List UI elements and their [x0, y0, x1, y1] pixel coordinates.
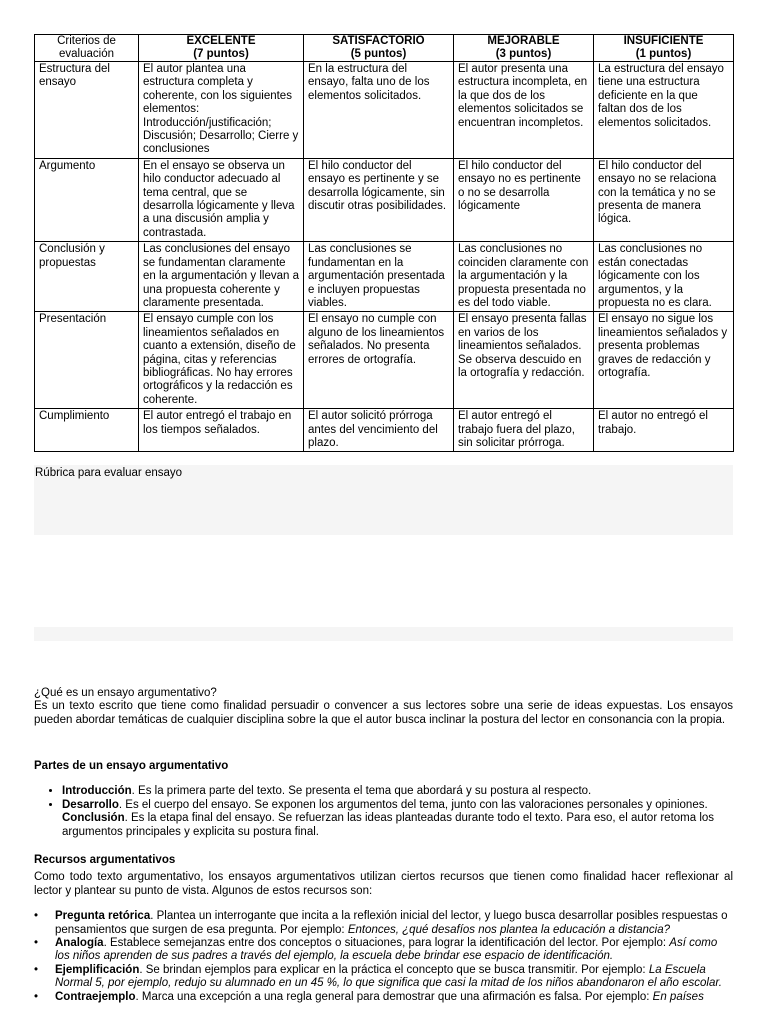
intro-question: ¿Qué es un ensayo argumentativo? [34, 687, 217, 699]
list-item-text: . Se brindan ejemplos para explicar en la práctica el concepto que se busca transmitir. Por ejemplo: [139, 963, 649, 976]
list-item-example: Entonces, ¿qué desafíos nos plantea la educación a distancia? [347, 923, 671, 936]
list-item-term: Pregunta retórica [55, 910, 151, 923]
list-item-term: Desarrollo [62, 798, 119, 811]
table-cell: El ensayo cumple con los lineamientos señalados en cuanto a extensión, diseño de página, citas y referencias bibliográficas. No hay errores ortográficos y la redacción es coherente. [139, 312, 304, 409]
header-criteria: Criterios de evaluación [35, 35, 139, 62]
list-item-term: Ejemplificación [55, 963, 140, 976]
header-excelente: EXCELENTE (7 puntos) [139, 35, 304, 62]
list-item-term: Conclusión [62, 812, 125, 825]
table-cell: El hilo conductor del ensayo no es pertinente o no se desarrolla lógicamente [454, 158, 594, 241]
table-row [35, 409, 734, 452]
table-row [35, 62, 734, 159]
intro-section [34, 687, 733, 727]
table-cell: El autor presenta una estructura incompleta, en la que dos de los elementos solicitados se encuentran incompletos. [454, 62, 594, 159]
list-item-term: Analogía [55, 937, 104, 950]
rubric-table [34, 34, 734, 452]
list-item-text: . Es el cuerpo del ensayo. Se exponen los argumentos del tema, junto con las valoraciones personales y opiniones. [118, 798, 708, 811]
resources-intro: Como todo texto argumentativo, los ensayos argumentativos utilizan ciertos recursos que tienen como finalidad hacer reflexionar al lector y plantear su punto de vista. Algunos de estos recursos son: [34, 871, 733, 897]
table-cell: Las conclusiones se fundamentan en la argumentación presentada e incluyen propuestas viables. [304, 242, 454, 312]
list-item [34, 964, 733, 991]
bullet-icon: • [34, 937, 39, 950]
intro-paragraph: Es un texto escrito que tiene como finalidad persuadir o convencer a sus lectores sobre una serie de ideas expuestas. Los ensayos pueden abordar temáticas de cualquier disciplina sobre la que el autor busca inclinar la postura del lector en consonancia con la propia. [34, 700, 733, 726]
table-cell: Las conclusiones no coinciden claramente con la argumentación y la propuesta presentada no es del todo viable. [454, 242, 594, 312]
list-item [34, 991, 733, 1004]
list-item [62, 799, 733, 812]
table-cell: En la estructura del ensayo, falta uno de los elementos solicitados. [304, 62, 454, 159]
table-cell: El autor no entregó el trabajo. [594, 409, 734, 452]
list-item [62, 812, 733, 839]
resources-heading: Recursos argumentativos [34, 854, 176, 866]
table-cell: El ensayo no cumple con alguno de los lineamientos señalados. No presenta errores de ortografía. [304, 312, 454, 409]
table-row [35, 312, 734, 409]
table-cell: El hilo conductor del ensayo no se relaciona con la temática y no se presenta de manera lógica. [594, 158, 734, 241]
header-mejorable: MEJORABLE (3 puntos) [454, 35, 594, 62]
list-item-text: . Marca una excepción a una regla general para demostrar que una afirmación es falsa. Por ejemplo: [135, 990, 653, 1003]
list-item-text: . Establece semejanzas entre dos conceptos o situaciones, para lograr la identificación del lector. Por ejemplo: [103, 937, 670, 950]
resources-section [34, 854, 733, 1004]
bullet-icon: • [34, 963, 39, 976]
list-item-text: . Es la primera parte del texto. Se presenta el tema que abordará y su postura al respecto. [131, 785, 592, 798]
table-cell: La estructura del ensayo tiene una estructura deficiente en la que faltan dos de los elementos solicitados. [594, 62, 734, 159]
header-insuficiente: INSUFICIENTE (1 puntos) [594, 35, 734, 62]
divider-band [34, 627, 733, 641]
list-item-term: Contraejemplo [55, 990, 136, 1003]
table-header-row [35, 35, 734, 62]
table-cell: El autor entregó el trabajo fuera del plazo, sin solicitar prórroga. [454, 409, 594, 452]
list-item [34, 937, 733, 964]
header-satisfactorio: SATISFACTORIO (5 puntos) [304, 35, 454, 62]
list-item-example: La Escuela Normal 5, por ejemplo, redujo su alumnado en un 45 %, lo que significa que casi la mitad de los niños abandonaron el año escolar. [55, 963, 722, 990]
table-cell: El autor entregó el trabajo en los tiempos señalados. [139, 409, 304, 452]
table-cell: El ensayo no sigue los lineamientos señalados y presenta problemas graves de redacción y ortografía. [594, 312, 734, 409]
criterion-cell: Presentación [35, 312, 139, 409]
list-item-text: . Es la etapa final del ensayo. Se refuerzan las ideas planteadas durante todo el texto. Para eso, el autor retoma los argumentos principales y explicita su postura final. [62, 812, 715, 838]
table-row [35, 242, 734, 312]
list-item-text: . Plantea un interrogante que incita a la reflexión inicial del lector, y luego busca desarrollar posibles respuestas o pensamientos que surgen de esa pregunta. Por ejemplo: [55, 910, 728, 936]
table-cell: Las conclusiones no están conectadas lógicamente con los argumentos, y la propuesta no es clara. [594, 242, 734, 312]
parts-section [34, 760, 733, 839]
table-cell: El autor solicitó prórroga antes del vencimiento del plazo. [304, 409, 454, 452]
table-cell: El autor plantea una estructura completa y coherente, con los siguientes elementos: Introducción/justificación; Discusión; Desarrollo; Cierre y conclusiones [139, 62, 304, 159]
parts-heading: Partes de un ensayo argumentativo [34, 760, 229, 772]
criterion-cell: Cumplimiento [35, 409, 139, 452]
criterion-cell: Conclusión y propuestas [35, 242, 139, 312]
table-cell: El ensayo presenta fallas en varios de los lineamientos señalados. Se observa descuido en la ortografía y redacción. [454, 312, 594, 409]
table-cell: En el ensayo se observa un hilo conductor adecuado al tema central, que se desarrolla lógicamente y lleva a una discusión amplia y contrastada. [139, 158, 304, 241]
criterion-cell: Argumento [35, 158, 139, 241]
list-item [34, 910, 733, 937]
table-cell: Las conclusiones del ensayo se fundamentan claramente en la argumentación y llevan a una propuesta coherente y claramente presentada. [139, 242, 304, 312]
parts-list [34, 785, 733, 839]
table-cell: El hilo conductor del ensayo es pertinente y se desarrolla lógicamente, sin discutir otras posibilidades. [304, 158, 454, 241]
list-item [62, 785, 733, 798]
resources-list [34, 910, 733, 1004]
table-row [35, 158, 734, 241]
list-item-example: Así como los niños aprenden de sus padres a través del ejemplo, la escuela debe brindar ese espacio de identificación. [55, 937, 718, 963]
criterion-cell: Estructura del ensayo [35, 62, 139, 159]
list-item-example: En países [652, 990, 704, 1003]
list-item-term: Introducción [62, 785, 132, 798]
bullet-icon: • [34, 910, 39, 923]
bullet-icon: • [34, 990, 39, 1003]
table-caption: Rúbrica para evaluar ensayo [35, 467, 183, 479]
